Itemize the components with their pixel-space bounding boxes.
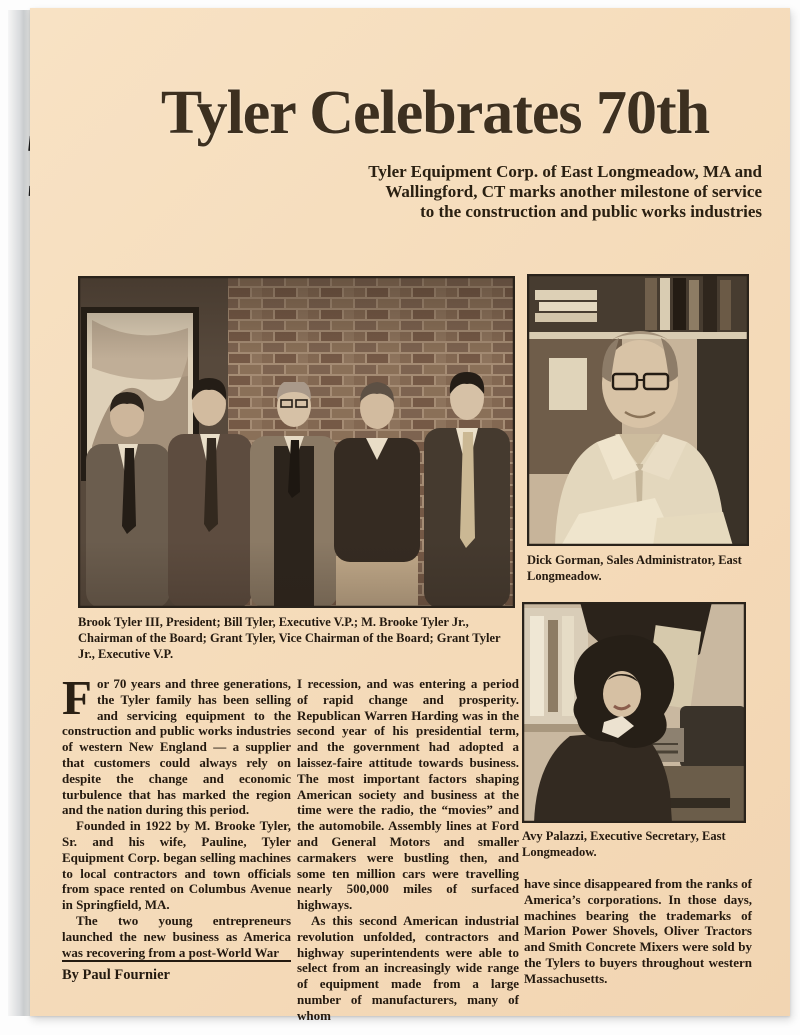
paragraph-text: or 70 years and three generations, the Tyler family has been selling and servicing equipment to the construction and public works industries of western New England — a supplier that customers could always rely on despite the change and economic turbulence that has marked the region and the nation during this period.	[62, 676, 291, 818]
palazzi-photo-caption: Avy Palazzi, Executive Secretary, East Longmeadow.	[522, 829, 726, 859]
paragraph: The two young entrepreneurs launched the new business as America was recovering from a post-World War	[62, 912, 291, 960]
group-photo-illustration	[78, 276, 515, 608]
paragraph: Founded in 1922 by M. Brooke Tyler, Sr. and his wife, Pauline, Tyler Equipment Corp. began selling machines to local contractors and town officials from space rented on Columbus Avenue in Springfield, MA.	[62, 818, 291, 913]
gorman-photo-caption: Dick Gorman, Sales Administrator, East Longmeadow.	[527, 553, 742, 583]
article-column-3	[524, 876, 752, 987]
article-column-1	[62, 670, 291, 960]
paragraph	[62, 670, 291, 818]
article-subtitle	[252, 162, 762, 222]
article-column-2	[297, 676, 519, 1024]
paragraph: As this second American industrial revolution unfolded, contractors and highway superintendents were able to select from an increasingly wide range of equipment made from a large number of manufacturers, many of whom	[297, 912, 519, 1023]
group-photo-caption: Brook Tyler III, President; Bill Tyler, Executive V.P.; M. Brooke Tyler Jr., Chairman of the Board; Grant Tyler, Vice Chairman of the Board; Grant Tyler Jr., Executive V.P.	[78, 615, 501, 661]
gorman-photo	[527, 274, 749, 546]
subtitle-line: Wallingford, CT marks another milestone of service	[385, 182, 762, 201]
subtitle-line: Tyler Equipment Corp. of East Longmeadow, MA and	[368, 162, 762, 181]
paragraph: have since disappeared from the ranks of America’s corporations. In those days, machines bearing the trademarks of Marion Power Shovels, Oliver Tractors and Smith Concrete Mixers were sold by the Tylers to buyers throughout western Massachusetts.	[524, 876, 752, 986]
drop-cap: F	[62, 670, 92, 725]
palazzi-photo-illustration	[522, 602, 746, 823]
subtitle-line: to the construction and public works industries	[420, 202, 762, 221]
paragraph: I recession, and was entering a period of rapid change and prosperity. Republican Warren Harding was in the second year of his presidential term, and the government had adopted a laissez-faire attitude towards business. The most important factors shaping American society and business at the time were the radio, the “movies” and the automobile. Assembly lines at Ford and General Motors and smaller carmakers were bustling then, and some ten million cars were travelling nearly 500,000 miles of surfaced highways.	[297, 676, 519, 913]
magazine-page	[30, 8, 790, 1023]
gorman-photo-illustration	[527, 274, 749, 546]
byline: By Paul Fournier	[62, 960, 291, 984]
group-photo	[78, 276, 515, 608]
page-title: Tyler Celebrates 70th	[160, 79, 710, 147]
palazzi-photo	[522, 602, 746, 823]
